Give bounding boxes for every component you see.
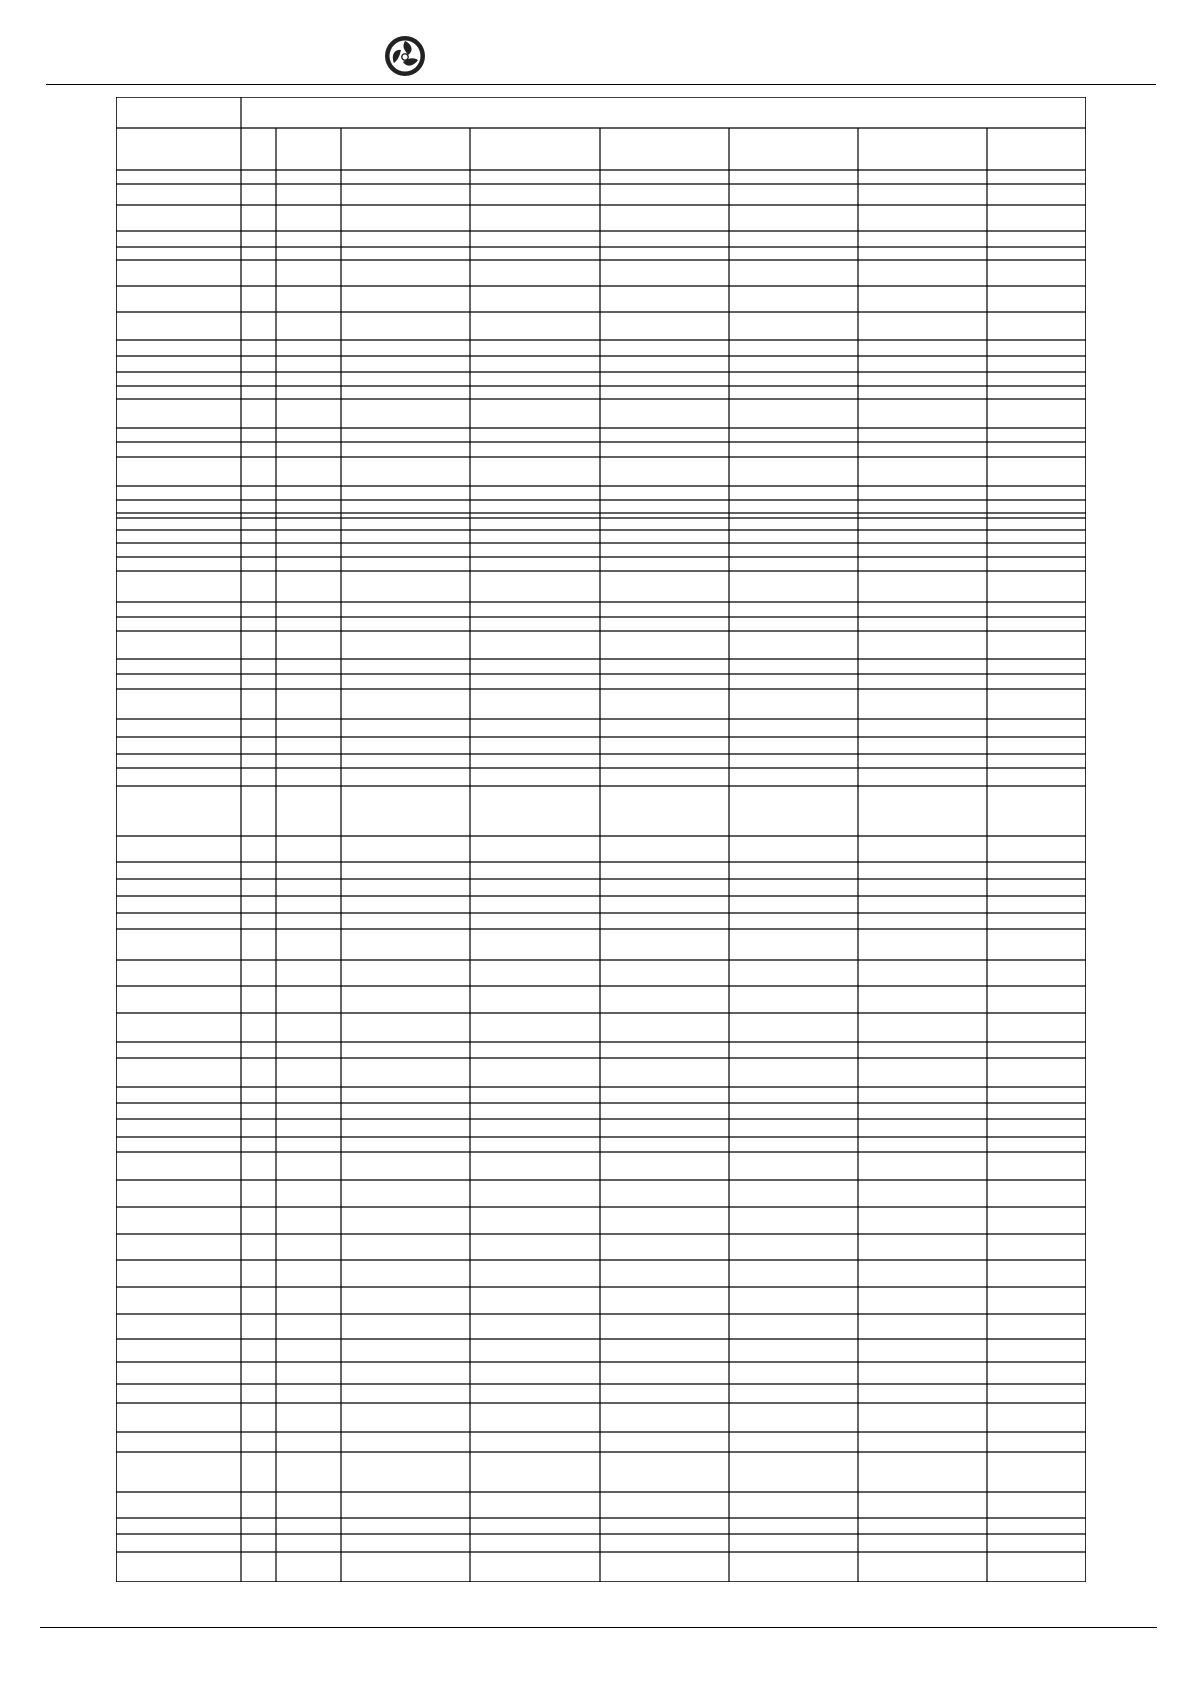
flower-emblem-icon [383, 34, 427, 78]
form-table [116, 97, 1086, 1582]
logo [383, 34, 427, 78]
footer-rule [40, 1627, 1157, 1628]
header-rule [46, 84, 1156, 85]
